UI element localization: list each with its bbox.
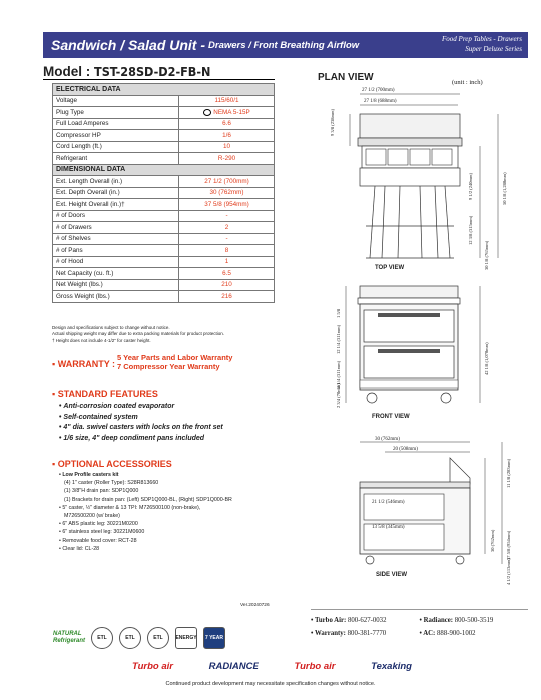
list-item: • 4" dia. swivel casters with locks on the front set bbox=[59, 423, 223, 434]
series-name: Super Deluxe Series bbox=[465, 45, 522, 53]
texaking-logo: Texaking bbox=[371, 661, 412, 672]
list-item: M726500200 (w/ brake) bbox=[64, 513, 120, 520]
square-bullet-icon: ▪ bbox=[52, 359, 58, 369]
dim-label: 12 3/8 (315mm) bbox=[468, 215, 473, 245]
table-row: Ext. Length Overall (in.) 27 1/2 (700mm) bbox=[53, 176, 275, 188]
dim-label: 30 (762mm) bbox=[375, 437, 400, 442]
category-label: Food Prep Tables - Drawers bbox=[442, 35, 522, 43]
dim-label: 20 (508mm) bbox=[393, 447, 418, 452]
table-row: # of Hood 1 bbox=[53, 256, 275, 268]
table-row: Voltage 115/60/1 bbox=[53, 95, 275, 107]
contact-info bbox=[311, 609, 528, 640]
turbo-air-logo: Turbo air bbox=[132, 661, 173, 672]
list-item: (4) 1" caster (Roller Type): S28R813660 bbox=[64, 480, 159, 487]
list-item: • Low Profile casters kit bbox=[59, 472, 119, 478]
list-item: • Clear lid: CL-28 bbox=[59, 545, 100, 552]
dim-label: 12 1/4 (311mm) bbox=[336, 360, 341, 390]
dim-label: 1 5/8 bbox=[336, 308, 341, 318]
dim-label: 21 1/2 (546mm) bbox=[372, 500, 405, 505]
table-row: # of Shelves - bbox=[53, 233, 275, 245]
dim-label: 11 1/8 (283mm) bbox=[506, 458, 511, 488]
table-row: Plug Type NEMA 5-15P bbox=[53, 107, 275, 119]
list-item: • 5" caster, ½" diameter & 13 TPI: M726500100 (non-brake), bbox=[59, 504, 201, 511]
accessories-section bbox=[52, 459, 232, 553]
list-item: (1) 3/8"H drain pan: SDP1Q000 bbox=[64, 488, 139, 495]
list-item: • 6" ABS plastic leg: 30221M0200 bbox=[59, 521, 138, 528]
dim-label: 9 3/8 (238mm) bbox=[330, 109, 335, 136]
table-row: Net Weight (lbs.) 210 bbox=[53, 279, 275, 291]
contact-ac: • AC: 888-900-1002 bbox=[419, 630, 476, 637]
spec-notes: Design and specifications subject to change without notice. Actual shipping weight may differ due to extra packing materials for product protection. † Height does not include 4-1/2" for caster height. bbox=[52, 325, 225, 343]
top-view-label: TOP VIEW bbox=[375, 265, 405, 271]
footer-note: Continued product development may necessitate specification changes without notice. bbox=[165, 681, 376, 687]
turbo-air-logo: Turbo air bbox=[294, 661, 336, 672]
top-view-drawing bbox=[330, 86, 530, 262]
table-row: Gross Weight (lbs.) 216 bbox=[53, 291, 275, 303]
natural-refrigerant-logo: NATURAL Refrigerant bbox=[53, 631, 86, 644]
page-title: Sandwich / Salad Unit - bbox=[51, 37, 206, 53]
plan-unit: (unit : inch) bbox=[452, 79, 483, 86]
warranty-line: 7 Compressor Year Warranty bbox=[117, 362, 220, 371]
brand-logos bbox=[132, 661, 412, 672]
certification-logos bbox=[53, 627, 225, 649]
model-line bbox=[43, 64, 275, 80]
dim-label: 30 1/8 (765mm) bbox=[484, 240, 489, 270]
list-item: • Anti-corrosion coated evaporator bbox=[59, 402, 223, 413]
version-label: Ver.20240726 bbox=[240, 603, 270, 608]
page-subtitle: Drawers / Front Breathing Airflow bbox=[208, 39, 360, 51]
table-row: # of Drawers 2 bbox=[53, 222, 275, 234]
dim-label: 9 1/2 (240mm) bbox=[468, 173, 473, 200]
table-row: Full Load Amperes 6.6 bbox=[53, 118, 275, 130]
contact-turbo: • Turbo Air: 800-627-0032 bbox=[311, 617, 387, 624]
warranty-badge: 7 YEAR bbox=[203, 627, 225, 649]
square-bullet-icon: ▪ bbox=[52, 459, 58, 469]
title-banner bbox=[43, 32, 528, 58]
dim-label: 27 1/8 (688mm) bbox=[364, 99, 397, 104]
dimensional-header: DIMENSIONAL DATA bbox=[53, 164, 275, 176]
etl-sanitation-logo: ETL bbox=[119, 627, 141, 649]
contact-warranty: • Warranty: 800-381-7770 bbox=[311, 630, 387, 637]
square-bullet-icon: ▪ bbox=[52, 389, 58, 399]
warranty-line: 5 Year Parts and Labor Warranty bbox=[117, 353, 233, 362]
radiance-logo: RADIANCE bbox=[208, 661, 259, 672]
table-row: Ext. Height Overall (in.)† 37 5/8 (954mm) bbox=[53, 199, 275, 211]
contact-radiance: • Radiance: 800-500-3519 bbox=[419, 617, 494, 624]
front-view-label: FRONT VIEW bbox=[372, 414, 410, 420]
side-view-drawing bbox=[330, 438, 530, 568]
dim-label: 4 1/2 (113mm) bbox=[506, 558, 511, 585]
etl-logo: ETL bbox=[147, 627, 169, 649]
dim-label: 12 1/4 (311mm) bbox=[336, 324, 341, 354]
dim-label: 42 1/8 (1,070mm) bbox=[484, 342, 489, 375]
list-item: (1) Brackets for drain pan: (Left) SDP1Q000-BL, (Right) SDP1Q000-BR bbox=[64, 496, 232, 503]
dim-label: 2 3/4 (70mm) bbox=[336, 383, 341, 408]
table-row: # of Pans 8 bbox=[53, 245, 275, 257]
table-row: Ext. Depth Overall (in.) 30 (762mm) bbox=[53, 187, 275, 199]
model-number: TST-28SD-D2-FB-N bbox=[94, 64, 211, 79]
table-row: Cord Length (ft.) 10 bbox=[53, 141, 275, 153]
table-row: Refrigerant R-290 bbox=[53, 153, 275, 165]
energy-logo: ENERGY bbox=[175, 627, 197, 649]
model-label: Model : bbox=[43, 64, 91, 79]
dim-label: 13 5/8 (345mm) bbox=[372, 525, 405, 530]
features-section bbox=[52, 389, 223, 444]
list-item: • 1/6 size, 4" deep condiment pans included bbox=[59, 434, 223, 445]
plan-view-title: PLAN VIEW bbox=[318, 72, 374, 83]
table-row: Net Capacity (cu. ft.) 6.5 bbox=[53, 268, 275, 280]
spec-table bbox=[52, 83, 275, 303]
warranty-title: ▪ WARRANTY : bbox=[52, 359, 116, 369]
series-label bbox=[442, 34, 522, 54]
table-row: # of Doors - bbox=[53, 210, 275, 222]
dim-label: 37 5/8 (954mm) bbox=[506, 530, 511, 560]
list-item: • Self-contained system bbox=[59, 413, 223, 424]
features-title: ▪ STANDARD FEATURES bbox=[52, 389, 158, 399]
dim-label: 50 1/8 (1,280mm) bbox=[502, 172, 507, 205]
accessories-title: ▪ OPTIONAL ACCESSORIES bbox=[52, 459, 172, 469]
dim-label: 27 1/2 (700mm) bbox=[362, 88, 395, 93]
table-row: Compressor HP 1/6 bbox=[53, 130, 275, 142]
plug-icon bbox=[203, 109, 211, 116]
list-item: • Removable food cover: RCT-28 bbox=[59, 537, 137, 544]
electrical-header: ELECTRICAL DATA bbox=[53, 84, 275, 96]
list-item: • 6" stainless steel leg: 30221M0600 bbox=[59, 529, 145, 536]
etl-logo: ETL bbox=[91, 627, 113, 649]
front-view-drawing bbox=[330, 283, 530, 411]
side-view-label: SIDE VIEW bbox=[376, 572, 408, 578]
dim-label: 30 (762mm) bbox=[490, 529, 495, 552]
